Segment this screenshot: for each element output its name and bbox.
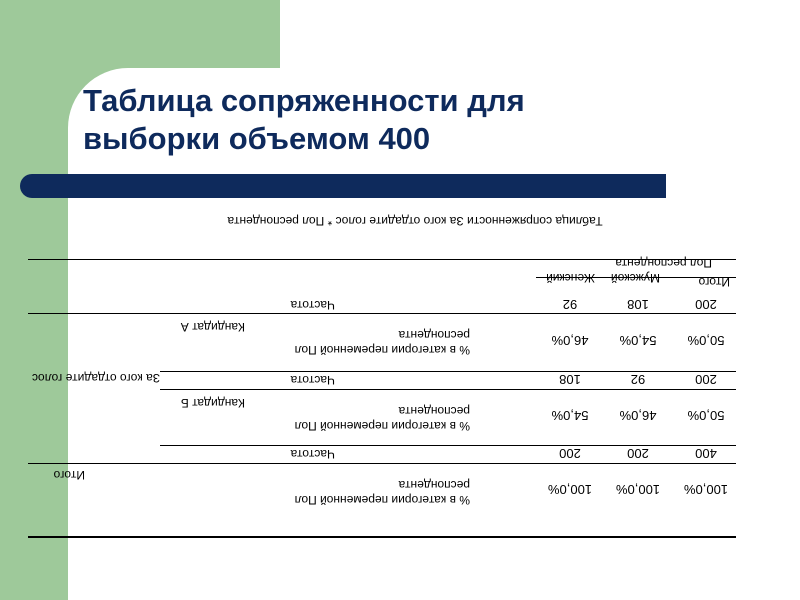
cell-a-percent-female: 46,0%	[551, 333, 589, 348]
slide-title-line-2: выборки объемом 400	[83, 121, 431, 156]
total-separator	[28, 463, 736, 464]
count-label-total: Частота	[290, 447, 335, 461]
cell-total-count-male: 200	[627, 446, 649, 461]
column-header-female: Женский	[546, 271, 595, 285]
cell-a-count-male: 108	[627, 297, 649, 312]
row-group-header: За кого отдадите голос	[31, 371, 160, 385]
cell-a-count-total: 200	[695, 297, 717, 312]
cell-b-percent-male: 46,0%	[619, 408, 657, 423]
column-group-header: Пол респондента	[615, 256, 712, 270]
cell-total-count-female: 200	[559, 446, 581, 461]
column-header-male: Мужской	[610, 271, 660, 285]
group-label-a: Кандидат А	[180, 320, 245, 334]
percent-label-total: % в категории переменной Пол респондента	[294, 478, 470, 507]
column-header-total: Итого	[698, 275, 730, 289]
cell-b-count-female: 108	[559, 372, 581, 387]
group-separator	[160, 389, 736, 390]
total-row-label: Итого	[53, 468, 85, 482]
slide-title-line-1: Таблица сопряженности для	[83, 83, 525, 118]
cell-b-count-total: 200	[695, 372, 717, 387]
crosstab-title: Таблица сопряженности За кого отдадите голос * Пол респондента	[227, 214, 603, 228]
cell-total-percent-total: 100,0%	[683, 482, 729, 497]
percent-label-a: % в категории переменной Пол респондента	[294, 328, 470, 357]
cell-b-count-male: 92	[630, 372, 646, 387]
cell-a-percent-total: 50,0%	[687, 333, 725, 348]
cell-b-percent-total: 50,0%	[687, 408, 725, 423]
cell-a-count-female: 92	[562, 297, 578, 312]
cell-total-percent-male: 100,0%	[615, 482, 661, 497]
cell-a-percent-male: 54,0%	[619, 333, 657, 348]
table-bottom-border	[28, 536, 736, 538]
count-label-a: Частота	[290, 298, 335, 312]
cell-total-count-total: 400	[695, 446, 717, 461]
count-label-b: Частота	[290, 373, 335, 387]
cell-total-percent-female: 100,0%	[547, 482, 593, 497]
cell-b-percent-female: 54,0%	[551, 408, 589, 423]
group-label-b: Кандидат Б	[180, 396, 245, 410]
percent-label-b: % в категории переменной Пол респондента	[294, 404, 470, 433]
header-bottom-line	[28, 313, 736, 314]
